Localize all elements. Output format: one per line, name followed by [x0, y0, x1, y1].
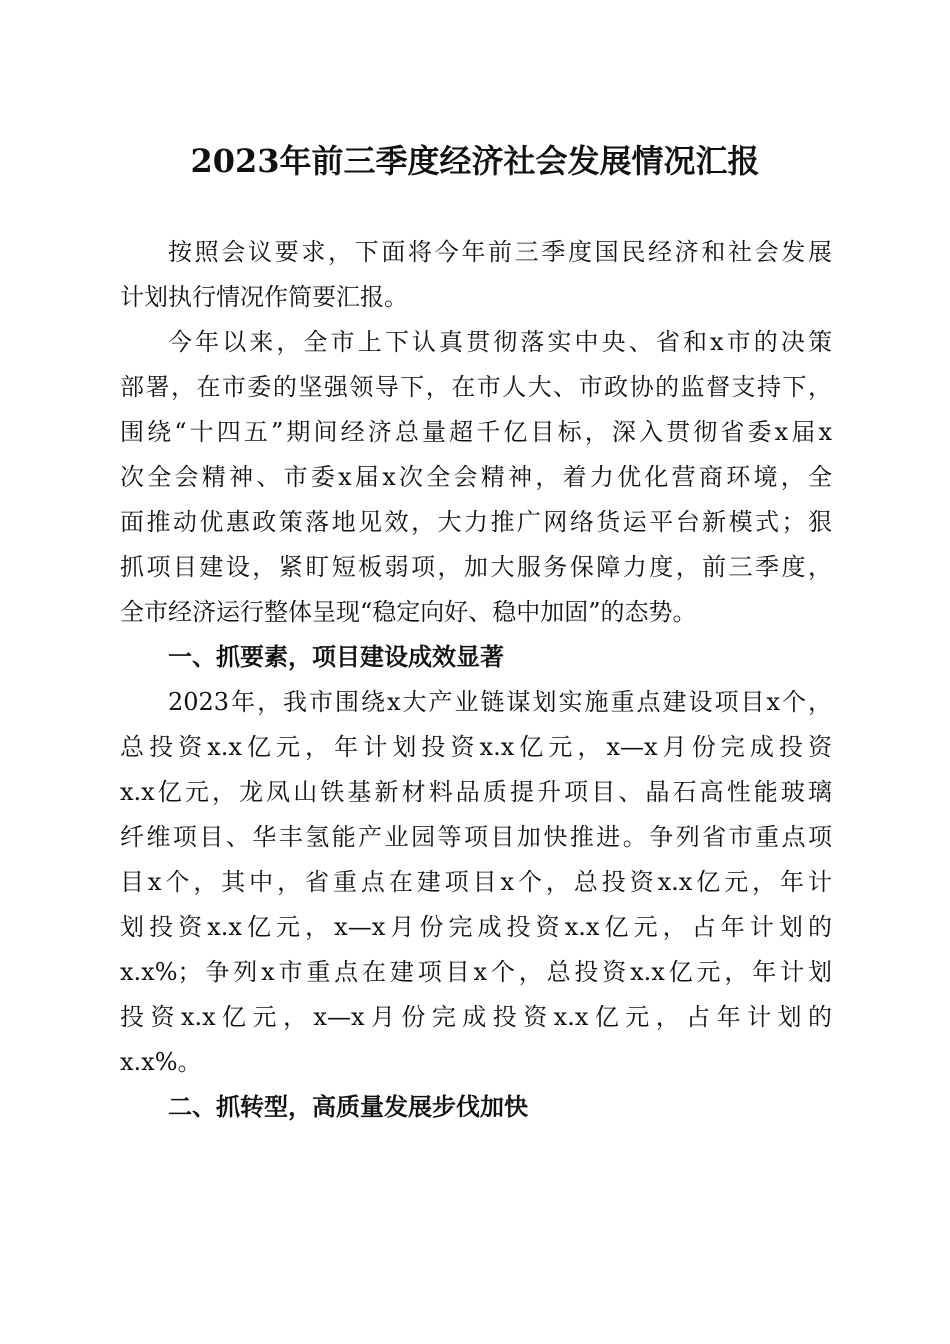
paragraph-line: 目x个，其中，省重点在建项目x个，总投资x.x亿元，年计	[120, 868, 832, 896]
section-heading-1: 一、抓要素，项目建设成效显著	[168, 642, 504, 671]
paragraph-line: 划投资x.x亿元，x—x月份完成投资x.x亿元，占年计划的	[120, 913, 832, 941]
paragraph-line: 全市经济运行整体呈现“稳定向好、稳中加固”的态势。	[120, 598, 697, 626]
paragraph-line: 抓项目建设，紧盯短板弱项，加大服务保障力度，前三季度，	[120, 553, 832, 581]
paragraph-line: 次全会精神、市委x届x次全会精神，着力优化营商环境，全	[120, 463, 832, 491]
paragraph-line: 纤维项目、华丰氢能产业园等项目加快推进。争列省市重点项	[120, 823, 832, 851]
paragraph-line: 2023年，我市围绕x大产业链谋划实施重点建设项目x个，	[168, 688, 832, 716]
paragraph-line: 今年以来，全市上下认真贯彻落实中央、省和x市的决策	[168, 328, 832, 356]
paragraph-line: 总投资x.x亿元，年计划投资x.x亿元，x—x月份完成投资	[120, 733, 832, 761]
paragraph-line: x.x%；争列x市重点在建项目x个，总投资x.x亿元，年计划	[120, 958, 832, 986]
paragraph-line: 围绕“十四五”期间经济总量超千亿目标，深入贯彻省委x届x	[120, 418, 832, 446]
section-heading-2: 二、抓转型，高质量发展步伐加快	[168, 1092, 528, 1121]
paragraph-line: 部署，在市委的坚强领导下，在市人大、市政协的监督支持下，	[120, 373, 832, 401]
paragraph-line: x.x%。	[120, 1048, 202, 1076]
paragraph-line: 按照会议要求，下面将今年前三季度国民经济和社会发展	[168, 238, 832, 266]
paragraph-line: 投资x.x亿元，x—x月份完成投资x.x亿元，占年计划的	[120, 1003, 832, 1031]
paragraph-line: x.x亿元，龙凤山铁基新材料品质提升项目、晶石高性能玻璃	[120, 778, 832, 806]
paragraph-line: 面推动优惠政策落地见效，大力推广网络货运平台新模式；狠	[120, 508, 832, 536]
paragraph-line: 计划执行情况作简要汇报。	[120, 283, 408, 311]
document-title: 2023年前三季度经济社会发展情况汇报	[190, 142, 760, 180]
